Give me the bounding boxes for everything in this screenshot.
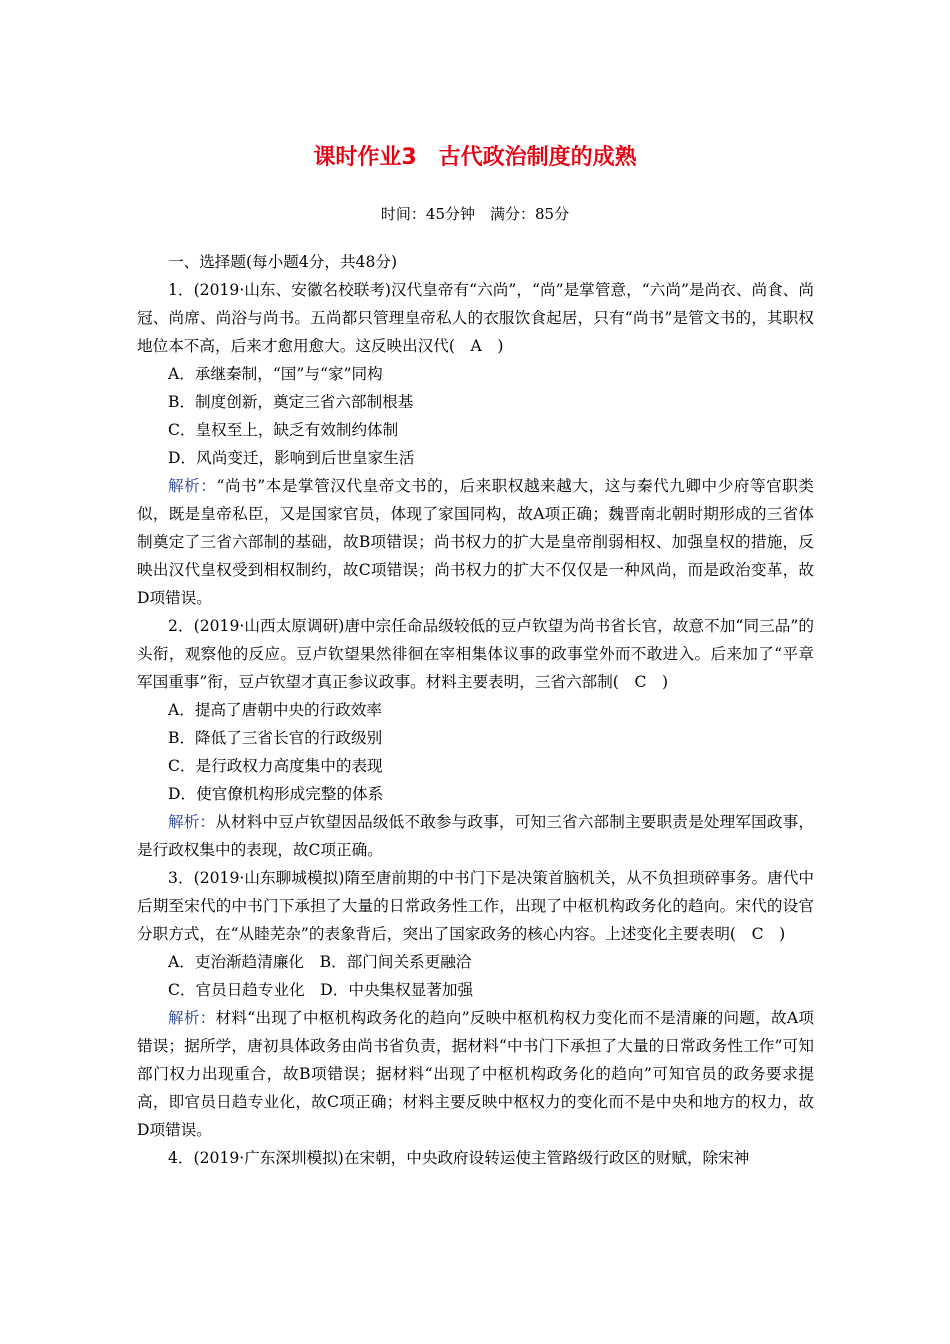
section-heading: 一、选择题(每小题4分，共48分) (168, 253, 398, 271)
question-stem-4: 4．(2019·广东深圳模拟)在宋朝，中央政府设转运使主管路级行政区的财赋，除宋神 (168, 1149, 750, 1167)
analysis-1 (137, 472, 814, 612)
option-2a: A．提高了唐朝中央的行政效率 (168, 701, 382, 719)
analysis-text-1: “尚书”本是掌管汉代皇帝文书的，后来职权越来越大，这与秦代九卿中少府等官职类似，既是皇帝私臣，又是国家官员，体现了家国同构，故A项正确；魏晋南北朝时期形成的三省体制奠定了三省六部制的基础，故B项错误；尚书权力的扩大是皇帝削弱相权、加强皇权的措施，反映出汉代皇权受到相权制约，故C项错误；尚书权力的扩大不仅仅是一种风尚，而是政治变革，故D项错误。 (137, 477, 814, 607)
exam-meta: 时间：45分钟 满分：85分 (380, 205, 570, 223)
analysis-text-3: 材料“出现了中枢机构政务化的趋向”反映中枢机构权力变化而不是清廉的问题，故A项错误；据所学，唐初具体政务由尚书省负责，据材料“中书门下承担了大量的日常政务性工作”可知部门权力出现重合，故B项错误；据材料“出现了中枢机构政务化的趋向”可知官员的政务要求提高，即官员日趋专业化，故C项正确；材料主要反映中枢权力的变化而不是中央和地方的权力，故D项错误。 (137, 1009, 814, 1139)
question-stem-1: 1．(2019·山东、安徽名校联考)汉代皇帝有“六尚”，“尚”是掌管意，“六尚”是尚衣、尚食、尚冠、尚席、尚浴与尚书。五尚都只管理皇帝私人的衣服饮食起居，只有“尚书”是管文书的，其职权地位本不高，后来才愈用愈大。这反映出汉代( A ) (137, 281, 814, 355)
option-row-3cd: C．官员日趋专业化 D．中央集权显著加强 (168, 981, 474, 999)
analysis-label: 解析： (168, 813, 216, 831)
option-1b: B．制度创新，奠定三省六部制根基 (168, 393, 414, 411)
option-1c: C．皇权至上，缺乏有效制约体制 (168, 421, 399, 439)
question-content (137, 248, 814, 1172)
analysis-label: 解析： (168, 1009, 216, 1027)
analysis-text-2: 从材料中豆卢钦望因品级低不敢参与政事，可知三省六部制主要职责是处理军国政事，是行政权集中的表现，故C项正确。 (137, 813, 814, 859)
option-2c: C．是行政权力高度集中的表现 (168, 757, 383, 775)
analysis-3 (137, 1004, 814, 1144)
option-2d: D．使官僚机构形成完整的体系 (168, 785, 384, 803)
analysis-label: 解析： (168, 477, 217, 495)
analysis-2 (137, 808, 814, 864)
page-title: 课时作业3 古代政治制度的成熟 (313, 145, 637, 170)
question-stem-3: 3．(2019·山东聊城模拟)隋至唐前期的中书门下是决策首脑机关，从不负担琐碎事务。唐代中后期至宋代的中书门下承担了大量的日常政务性工作，出现了中枢机构政务化的趋向。宋代的设官分职方式，在“从睦芜杂”的表象背后，突出了国家政务的核心内容。上述变化主要表明( C ) (137, 869, 814, 943)
option-2b: B．降低了三省长官的行政级别 (168, 729, 383, 747)
question-stem-2: 2．(2019·山西太原调研)唐中宗任命品级较低的豆卢钦望为尚书省长官，故意不加“同三品”的头衔，观察他的反应。豆卢钦望果然徘徊在宰相集体议事的政事堂外而不敢进入。后来加了“平章军国重事”衔，豆卢钦望才真正参议政事。材料主要表明，三省六部制( C ) (137, 617, 814, 691)
option-1d: D．风尚变迁，影响到后世皇家生活 (168, 449, 415, 467)
option-1a: A．承继秦制，“国”与“家”同构 (168, 365, 383, 383)
option-row-3ab: A．吏治渐趋清廉化 B．部门间关系更融洽 (168, 953, 472, 971)
